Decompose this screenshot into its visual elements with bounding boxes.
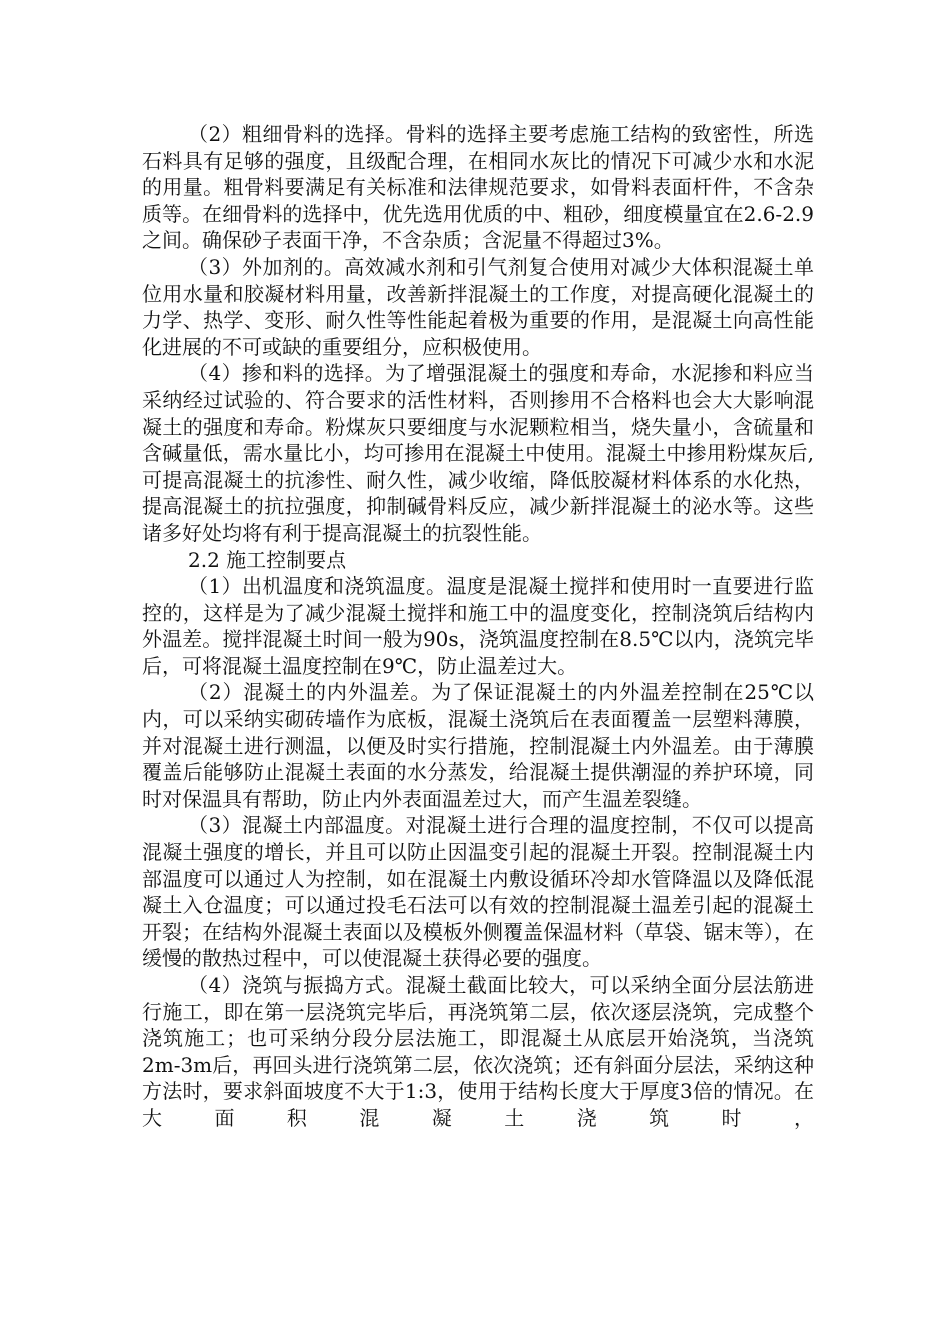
document-body: [142, 121, 814, 1132]
paragraph-coarse-fine-aggregate: （2）粗细骨料的选择。骨料的选择主要考虑施工结构的致密性，所选石料具有足够的强度，且级配合理，在相同水灰比的情况下可减少水和水泥的用量。粗骨料要满足有关标准和法律规范要求，如骨料表面杆件，不含杂质等。在细骨料的选择中，优先选用优质的中、粗砂，细度模量宜在2.6-2.9之间。确保砂子表面干净，不含杂质；含泥量不得超过3%。: [142, 122, 814, 253]
paragraph-mineral-admixture: （4）掺和料的选择。为了增强混凝土的强度和寿命，水泥掺和料应当采纳经过试验的、符合要求的活性材料，否则掺用不合格料也会大大影响混凝土的强度和寿命。粉煤灰只要细度与水泥颗粒相当，烧失量小，含硫量和含碱量低，需水量比小，均可掺用在混凝土中使用。混凝土中掺用粉煤灰后,可提高混凝土的抗渗性、耐久性，减少收缩，降低胶凝材料体系的水化热，提高混凝土的抗拉强度，抑制碱骨料反应，减少新拌混凝土的泌水等。这些诸多好处均将有利于提高混凝土的抗裂性能。: [142, 361, 814, 545]
paragraph-internal-temperature: （3）混凝土内部温度。对混凝土进行合理的温度控制，不仅可以提高混凝土强度的增长，并且可以防止因温变引起的混凝土开裂。控制混凝土内部温度可以通过人为控制，如在混凝土内敷设循环冷却水管降温以及降低混凝土入仓温度；可以通过投毛石法可以有效的控制混凝土温差引起的混凝土开裂；在结构外混凝土表面以及模板外侧覆盖保温材料（草袋、锯末等），在缓慢的散热过程中，可以使混凝土获得必要的强度。: [142, 813, 814, 971]
paragraph-inner-outer-temperature-difference: （2）混凝土的内外温差。为了保证混凝土的内外温差控制在25℃以内，可以采纳实砌砖墙作为底板，混凝土浇筑后在表面覆盖一层塑料薄膜，并对混凝土进行测温，以便及时实行措施，控制混凝土内外温差。由于薄膜覆盖后能够防止混凝土表面的水分蒸发，给混凝土提供潮湿的养护环境，同时对保温具有帮助，防止内外表面温差过大，而产生温差裂缝。: [142, 680, 814, 811]
section-heading-construction-control: 2.2 施工控制要点: [188, 547, 347, 572]
paragraph-pouring-vibrating-method: （4）浇筑与振捣方式。混凝土截面比较大，可以采纳全面分层法筋进行施工，即在第一层浇筑完毕后，再浇筑第二层，依次逐层浇筑，完成整个浇筑施工；也可采纳分段分层法施工，即混凝土从底层开始浇筑，当浇筑2m-3m后，再回头进行浇筑第二层，依次浇筑；还有斜面分层法，采纳这种方法时，要求斜面坡度不大于1:3，使用于结构长度大于厚度3倍的情况。在大面积混凝土浇筑时，: [142, 973, 814, 1130]
paragraph-admixture: （3）外加剂的。高效减水剂和引气剂复合使用对减少大体积混凝土单位用水量和胶凝材料用量，改善新拌混凝土的工作度，对提高硬化混凝土的力学、热学、变形、耐久性等性能起着极为重要的作用，是混凝土向高性能化进展的不可或缺的重要组分，应积极使用。: [142, 254, 814, 359]
paragraph-outlet-pouring-temperature: （1）出机温度和浇筑温度。温度是混凝土搅拌和使用时一直要进行监控的，这样是为了减少混凝土搅拌和施工中的温度变化，控制浇筑后结构内外温差。搅拌混凝土时间一般为90s，浇筑温度控制在8.5℃以内，浇筑完毕后，可将混凝土温度控制在9℃，防止温差过大。: [142, 574, 814, 678]
